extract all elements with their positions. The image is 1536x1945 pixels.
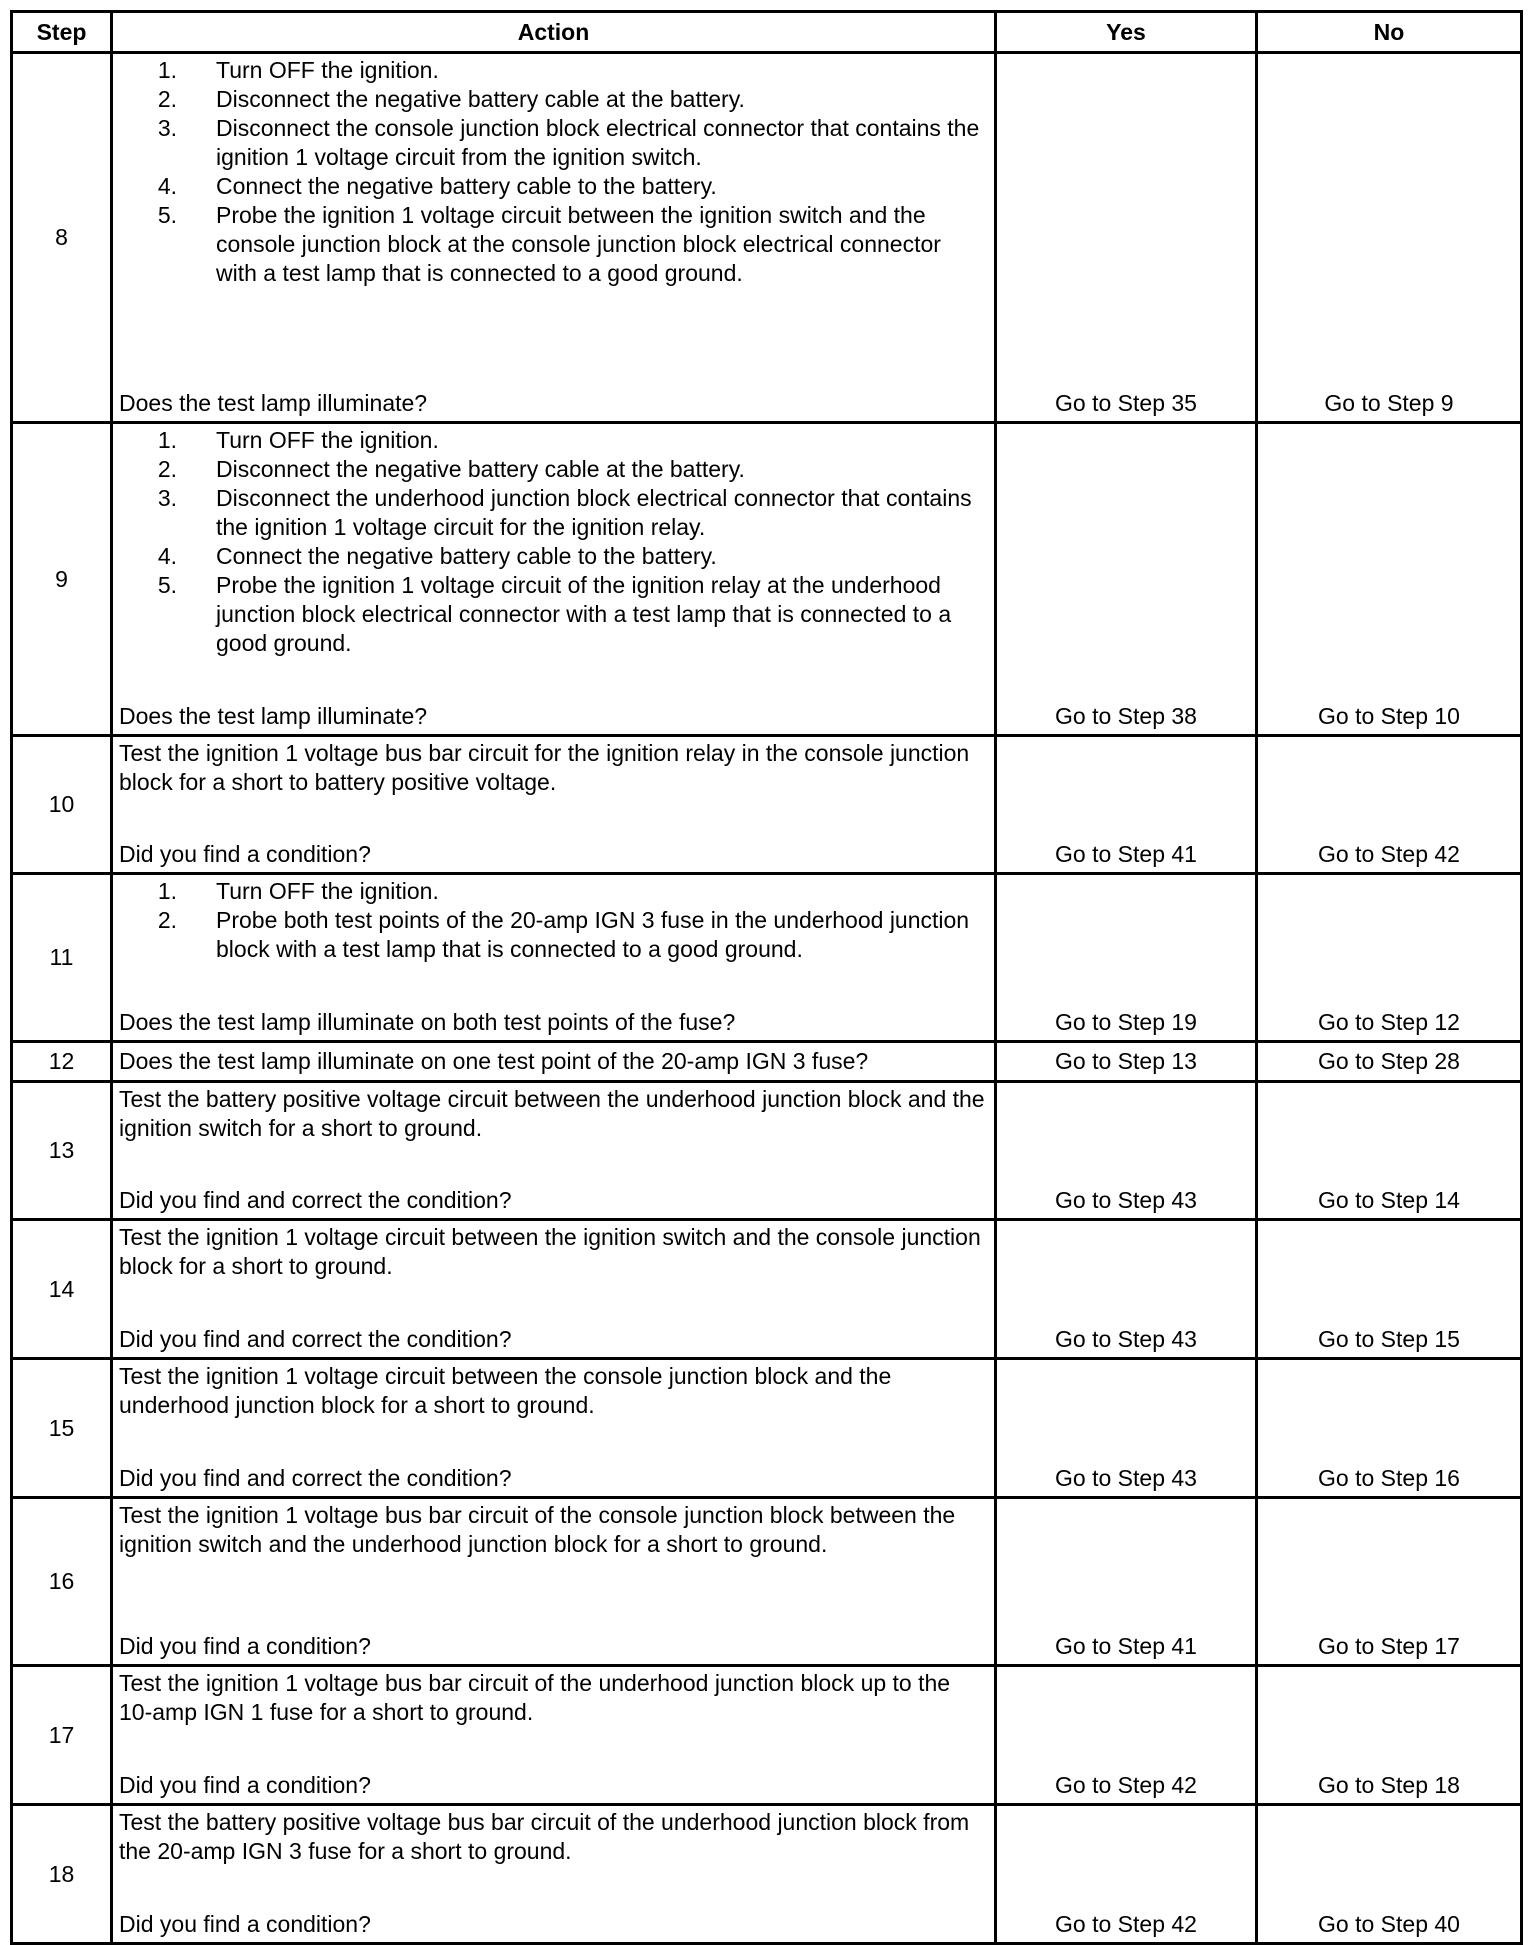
no-cell	[1257, 423, 1522, 736]
table-row	[12, 1042, 1522, 1082]
step-number: 18	[12, 1805, 112, 1944]
action-content	[113, 737, 994, 872]
no-answer: Go to Step 15	[1318, 1326, 1460, 1352]
list-item	[119, 455, 988, 484]
action-body	[119, 1223, 988, 1281]
list-item-text: Disconnect the underhood junction block electrical connector that contains the ignition 1 voltage circuit for the ignition relay.	[216, 485, 972, 540]
list-item	[119, 906, 988, 964]
list-item-text: Turn OFF the ignition.	[216, 427, 439, 453]
action-body	[119, 1501, 988, 1559]
list-item-number: 4.	[157, 173, 177, 199]
list-item-text: Connect the negative battery cable to the battery.	[216, 173, 717, 199]
action-steps-list	[119, 426, 988, 658]
action-content	[113, 1083, 994, 1218]
action-question: Does the test lamp illuminate?	[119, 703, 428, 729]
action-question: Did you find and correct the condition?	[119, 1187, 512, 1213]
no-answer: Go to Step 9	[1324, 390, 1454, 416]
no-cell	[1257, 874, 1522, 1042]
no-cell	[1257, 1666, 1522, 1805]
table-row	[12, 1082, 1522, 1220]
action-body	[119, 877, 988, 964]
action-question: Does the test lamp illuminate on one test point of the 20-amp IGN 3 fuse?	[119, 1048, 869, 1074]
list-item-text: Probe the ignition 1 voltage circuit of the ignition relay at the underhood junction block electrical connector with a test lamp that is connected to a good ground.	[216, 572, 952, 656]
action-steps-list	[119, 56, 988, 288]
no-answer: Go to Step 42	[1318, 841, 1460, 867]
list-item-number: 1.	[157, 878, 177, 904]
action-content	[113, 1360, 994, 1496]
yes-cell	[996, 1805, 1257, 1944]
action-content	[113, 1806, 994, 1942]
no-cell	[1257, 1805, 1522, 1944]
action-cell	[112, 1805, 996, 1944]
list-item-text: Probe the ignition 1 voltage circuit between the ignition switch and the console junction block at the console junction block electrical connector with a test lamp that is connected to a good ground.	[216, 202, 941, 286]
step-number: 12	[12, 1042, 112, 1082]
action-cell	[112, 53, 996, 423]
list-item-number: 3.	[157, 115, 177, 141]
list-item-text: Turn OFF the ignition.	[216, 57, 439, 83]
table-row	[12, 1220, 1522, 1359]
list-item	[119, 85, 988, 114]
yes-cell	[996, 1082, 1257, 1220]
yes-answer: Go to Step 13	[1055, 1048, 1197, 1074]
table-row	[12, 423, 1522, 736]
yes-cell	[996, 1359, 1257, 1498]
action-text: Test the battery positive voltage bus bar circuit of the underhood junction block from the 20-amp IGN 3 fuse for a short to ground.	[119, 1809, 970, 1864]
action-body	[119, 56, 988, 288]
list-item	[119, 56, 988, 85]
no-answer: Go to Step 16	[1318, 1465, 1460, 1491]
action-question: Did you find a condition?	[119, 1772, 371, 1798]
no-answer: Go to Step 18	[1318, 1772, 1460, 1798]
diagnostic-table	[10, 10, 1523, 1945]
step-number: 16	[12, 1498, 112, 1666]
step-number: 11	[12, 874, 112, 1042]
no-answer: Go to Step 14	[1318, 1187, 1460, 1213]
yes-cell	[996, 1498, 1257, 1666]
yes-answer: Go to Step 35	[1055, 390, 1197, 416]
step-number: 13	[12, 1082, 112, 1220]
action-content	[113, 424, 994, 734]
list-item-number: 1.	[157, 57, 177, 83]
no-cell	[1257, 1220, 1522, 1359]
no-answer: Go to Step 12	[1318, 1009, 1460, 1035]
step-number: 14	[12, 1220, 112, 1359]
list-item-number: 2.	[157, 456, 177, 482]
yes-cell	[996, 736, 1257, 874]
yes-cell	[996, 1042, 1257, 1082]
yes-answer: Go to Step 43	[1055, 1465, 1197, 1491]
list-item-number: 5.	[157, 202, 177, 228]
action-content	[113, 54, 994, 421]
header-no: No	[1257, 12, 1522, 53]
table-row	[12, 736, 1522, 874]
action-question: Does the test lamp illuminate on both test points of the fuse?	[119, 1009, 736, 1035]
action-question: Did you find a condition?	[119, 1633, 371, 1659]
action-content	[113, 1499, 994, 1664]
action-content	[113, 1043, 994, 1080]
action-body	[119, 1085, 988, 1143]
no-cell	[1257, 1498, 1522, 1666]
list-item-number: 3.	[157, 485, 177, 511]
header-yes: Yes	[996, 12, 1257, 53]
action-cell	[112, 423, 996, 736]
yes-answer: Go to Step 43	[1055, 1326, 1197, 1352]
list-item-text: Turn OFF the ignition.	[216, 878, 439, 904]
action-cell	[112, 1359, 996, 1498]
header-step: Step	[12, 12, 112, 53]
action-text: Test the battery positive voltage circuit between the underhood junction block and the ignition switch for a short to ground.	[119, 1086, 985, 1141]
list-item-text: Disconnect the negative battery cable at the battery.	[216, 456, 745, 482]
table-row	[12, 874, 1522, 1042]
no-answer: Go to Step 28	[1318, 1048, 1460, 1074]
yes-cell	[996, 423, 1257, 736]
action-text: Test the ignition 1 voltage bus bar circuit of the console junction block between the ignition switch and the underhood junction block for a short to ground.	[119, 1502, 956, 1557]
list-item	[119, 201, 988, 288]
yes-answer: Go to Step 38	[1055, 703, 1197, 729]
table-row	[12, 1666, 1522, 1805]
action-body	[119, 739, 988, 797]
action-cell	[112, 1082, 996, 1220]
action-content	[113, 1221, 994, 1357]
list-item-number: 1.	[157, 427, 177, 453]
action-content	[113, 875, 994, 1040]
yes-answer: Go to Step 41	[1055, 1633, 1197, 1659]
table-body	[12, 53, 1522, 1944]
action-content	[113, 1667, 994, 1803]
table-row	[12, 53, 1522, 423]
no-cell	[1257, 1042, 1522, 1082]
yes-answer: Go to Step 41	[1055, 841, 1197, 867]
action-text: Test the ignition 1 voltage bus bar circuit for the ignition relay in the console junction block for a short to battery positive voltage.	[119, 740, 970, 795]
yes-answer: Go to Step 19	[1055, 1009, 1197, 1035]
action-body	[119, 1669, 988, 1727]
list-item-number: 2.	[157, 907, 177, 933]
step-number: 10	[12, 736, 112, 874]
action-body	[119, 1362, 988, 1420]
action-text: Test the ignition 1 voltage circuit between the ignition switch and the console junction block for a short to ground.	[119, 1224, 981, 1279]
header-row	[12, 12, 1522, 53]
no-answer: Go to Step 10	[1318, 703, 1460, 729]
action-cell	[112, 1498, 996, 1666]
list-item	[119, 426, 988, 455]
no-answer: Go to Step 40	[1318, 1911, 1460, 1937]
step-number: 17	[12, 1666, 112, 1805]
list-item-text: Disconnect the negative battery cable at the battery.	[216, 86, 745, 112]
action-cell	[112, 1042, 996, 1082]
list-item-text: Disconnect the console junction block electrical connector that contains the ignition 1 voltage circuit from the ignition switch.	[216, 115, 980, 170]
action-cell	[112, 1220, 996, 1359]
yes-answer: Go to Step 42	[1055, 1911, 1197, 1937]
list-item	[119, 542, 988, 571]
action-body	[119, 426, 988, 658]
action-text: Test the ignition 1 voltage bus bar circuit of the underhood junction block up to the 10-amp IGN 1 fuse for a short to ground.	[119, 1670, 951, 1725]
no-cell	[1257, 1359, 1522, 1498]
action-text: Test the ignition 1 voltage circuit between the console junction block and the underhood junction block for a short to ground.	[119, 1363, 892, 1418]
action-body	[119, 1808, 988, 1866]
list-item-text: Connect the negative battery cable to the battery.	[216, 543, 717, 569]
list-item	[119, 571, 988, 658]
list-item	[119, 877, 988, 906]
action-cell	[112, 874, 996, 1042]
list-item	[119, 484, 988, 542]
no-cell	[1257, 1082, 1522, 1220]
yes-answer: Go to Step 43	[1055, 1187, 1197, 1213]
list-item	[119, 114, 988, 172]
yes-cell	[996, 874, 1257, 1042]
yes-cell	[996, 1220, 1257, 1359]
step-number: 15	[12, 1359, 112, 1498]
table-row	[12, 1805, 1522, 1944]
action-cell	[112, 736, 996, 874]
table-row	[12, 1359, 1522, 1498]
step-number: 8	[12, 53, 112, 423]
list-item-text: Probe both test points of the 20-amp IGN 3 fuse in the underhood junction block with a test lamp that is connected to a good ground.	[216, 907, 970, 962]
action-question: Does the test lamp illuminate?	[119, 390, 428, 416]
action-question: Did you find a condition?	[119, 1911, 371, 1937]
no-cell	[1257, 736, 1522, 874]
list-item-number: 2.	[157, 86, 177, 112]
yes-answer: Go to Step 42	[1055, 1772, 1197, 1798]
action-question: Did you find a condition?	[119, 841, 371, 867]
no-cell	[1257, 53, 1522, 423]
list-item-number: 5.	[157, 572, 177, 598]
table-row	[12, 1498, 1522, 1666]
action-steps-list	[119, 877, 988, 964]
header-action: Action	[112, 12, 996, 53]
action-question: Did you find and correct the condition?	[119, 1465, 512, 1491]
action-cell	[112, 1666, 996, 1805]
list-item-number: 4.	[157, 543, 177, 569]
action-question: Did you find and correct the condition?	[119, 1326, 512, 1352]
step-number: 9	[12, 423, 112, 736]
no-answer: Go to Step 17	[1318, 1633, 1460, 1659]
yes-cell	[996, 1666, 1257, 1805]
yes-cell	[996, 53, 1257, 423]
list-item	[119, 172, 988, 201]
